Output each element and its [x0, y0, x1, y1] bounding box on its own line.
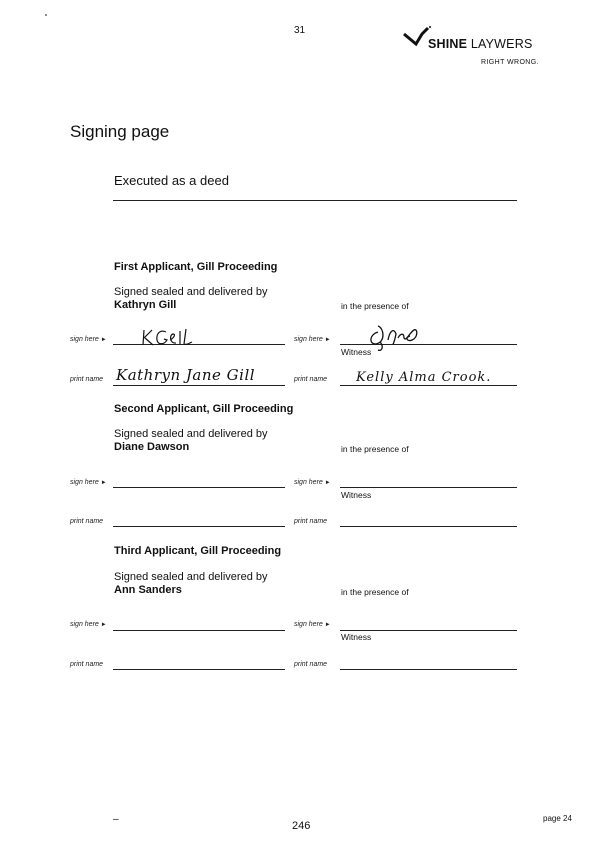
first-party-signature-icon	[140, 326, 198, 348]
first-witness-handwritten-name: Kelly Alma Crook.	[356, 370, 492, 385]
sign-here-text: sign here	[70, 336, 99, 343]
second-party-presence-label: in the presence of	[341, 444, 409, 454]
first-party-sign-line[interactable]	[113, 344, 285, 345]
arrow-right-icon: ►	[100, 480, 107, 486]
third-party-signed-label: Signed sealed and delivered by	[114, 571, 268, 583]
third-witness-print-line[interactable]	[340, 669, 517, 670]
sign-here-text: sign here	[294, 336, 323, 343]
third-witness-print-label: print name	[294, 661, 328, 668]
third-witness-label: Witness	[341, 632, 372, 642]
arrow-right-icon: ►	[324, 337, 331, 343]
sign-here-text: sign here	[294, 621, 323, 628]
second-witness-sign-line[interactable]	[340, 487, 517, 488]
third-party-print-label: print name	[70, 661, 104, 668]
first-party-print-label: print name	[70, 376, 104, 383]
second-party-sign-label	[70, 479, 107, 486]
sign-here-text: sign here	[70, 479, 99, 486]
second-witness-print-line[interactable]	[340, 526, 517, 527]
third-party-print-line[interactable]	[113, 669, 285, 670]
first-party-name: Kathryn Gill	[114, 299, 177, 311]
third-party-sign-line[interactable]	[113, 630, 285, 631]
third-witness-sign-label	[294, 621, 331, 628]
first-party-handwritten-name: Kathryn Jane Gill	[116, 366, 256, 384]
bottom-page-number: 246	[292, 820, 311, 832]
logo-text	[428, 37, 532, 51]
third-party-sign-label	[70, 621, 107, 628]
first-witness-signature-icon	[364, 320, 426, 354]
arrow-right-icon: ►	[100, 622, 107, 628]
top-page-number: 31	[294, 25, 306, 36]
first-party-heading: First Applicant, Gill Proceeding	[114, 261, 278, 273]
logo-brand-bold: SHINE	[428, 37, 468, 51]
arrow-right-icon: ►	[324, 622, 331, 628]
first-witness-label: Witness	[341, 347, 372, 357]
second-witness-label: Witness	[341, 490, 372, 500]
arrow-right-icon: ►	[324, 480, 331, 486]
second-party-print-label: print name	[70, 518, 104, 525]
deed-subtitle: Executed as a deed	[114, 173, 229, 188]
first-party-signed-label: Signed sealed and delivered by	[114, 286, 268, 298]
second-party-signed-label: Signed sealed and delivered by	[114, 428, 268, 440]
first-witness-sign-label	[294, 336, 331, 343]
subtitle-rule	[113, 200, 517, 201]
arrow-right-icon: ►	[100, 337, 107, 343]
first-witness-print-label: print name	[294, 376, 328, 383]
second-party-heading: Second Applicant, Gill Proceeding	[114, 403, 294, 415]
scan-speck	[45, 14, 47, 16]
footer-dash: –	[113, 814, 119, 825]
third-party-name: Ann Sanders	[114, 584, 182, 596]
sign-here-text: sign here	[294, 479, 323, 486]
third-party-heading: Third Applicant, Gill Proceeding	[114, 545, 282, 557]
page-label: page 24	[543, 814, 572, 823]
logo-brand-light: LAYWERS	[467, 37, 533, 51]
second-witness-sign-label	[294, 479, 331, 486]
second-party-name: Diane Dawson	[114, 441, 190, 453]
second-witness-print-label: print name	[294, 518, 328, 525]
shine-lawyers-logo	[402, 24, 552, 74]
first-witness-print-line[interactable]	[340, 385, 517, 386]
first-party-presence-label: in the presence of	[341, 301, 409, 311]
first-party-print-line[interactable]	[113, 385, 285, 386]
first-party-sign-label	[70, 336, 107, 343]
logo-tagline: RIGHT WRONG.	[481, 59, 539, 66]
second-party-sign-line[interactable]	[113, 487, 285, 488]
second-party-print-line[interactable]	[113, 526, 285, 527]
page-title: Signing page	[70, 122, 170, 141]
sign-here-text: sign here	[70, 621, 99, 628]
third-party-presence-label: in the presence of	[341, 587, 409, 597]
third-witness-sign-line[interactable]	[340, 630, 517, 631]
